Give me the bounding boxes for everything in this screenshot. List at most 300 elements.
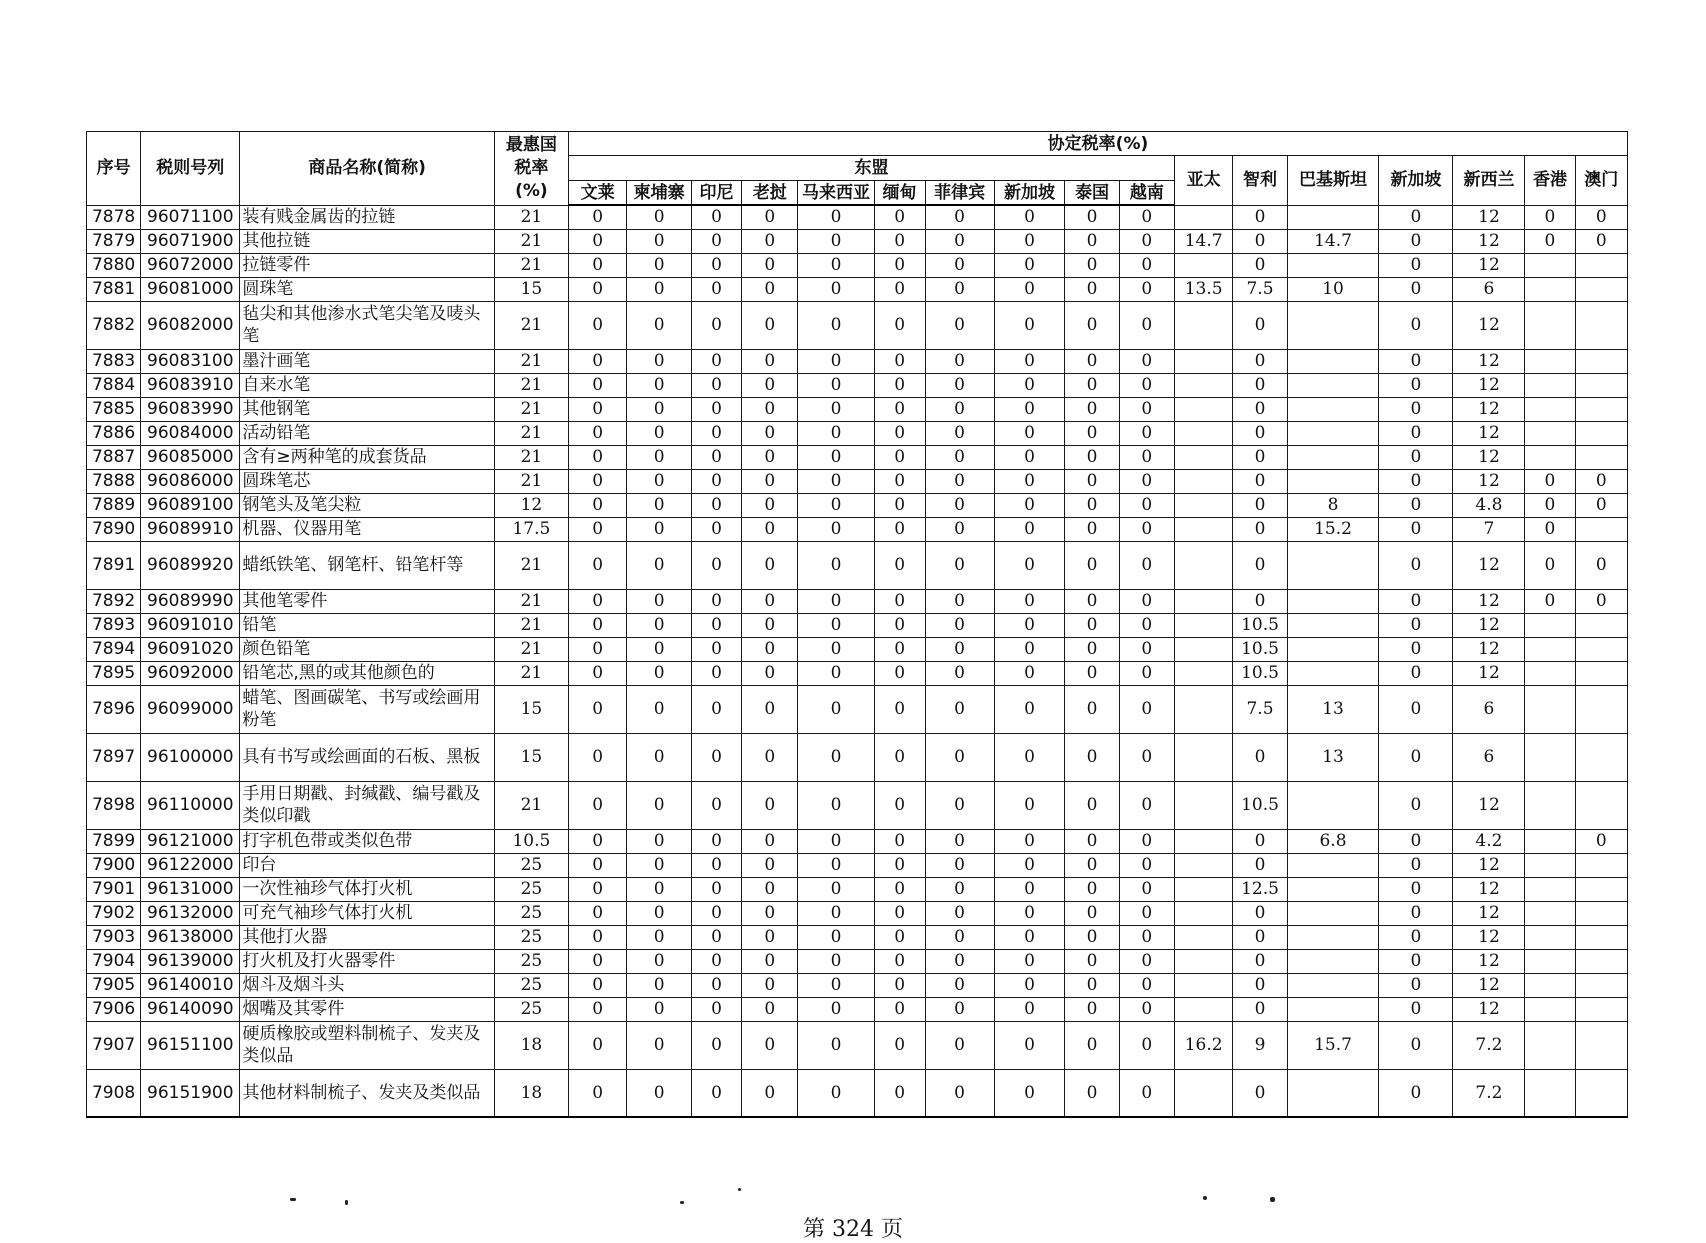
cell-myanmar-rate: 0 — [874, 589, 925, 613]
cell-chile-rate: 0 — [1233, 229, 1287, 253]
cell-chile-rate: 10.5 — [1233, 781, 1287, 829]
cell-macau-rate — [1575, 301, 1628, 349]
cell-singapore-fta-rate: 0 — [1379, 421, 1453, 445]
cell-philippines-rate: 0 — [925, 613, 994, 637]
cell-singapore-fta-rate: 0 — [1379, 349, 1453, 373]
cell-myanmar-rate: 0 — [874, 493, 925, 517]
cell-indonesia-rate: 0 — [692, 373, 742, 397]
cell-product-name: 打字机色带或类似色带 — [240, 829, 495, 853]
cell-cambodia-rate: 0 — [627, 205, 692, 229]
cell-vietnam-rate: 0 — [1119, 877, 1174, 901]
scan-speck — [1270, 1197, 1275, 1202]
cell-indonesia-rate: 0 — [692, 349, 742, 373]
cell-seq: 7890 — [87, 517, 141, 541]
cell-thailand-rate: 0 — [1065, 853, 1119, 877]
cell-macau-rate: 0 — [1575, 829, 1628, 853]
cell-tariff-code: 96089920 — [141, 541, 240, 589]
cell-tariff-code: 96121000 — [141, 829, 240, 853]
cell-pakistan-rate — [1287, 301, 1379, 349]
cell-hong-kong-rate — [1525, 349, 1575, 373]
cell-singapore-rate: 0 — [994, 997, 1065, 1021]
cell-tariff-code: 96099000 — [141, 685, 240, 733]
table-row — [87, 589, 1628, 613]
cell-hong-kong-rate: 0 — [1525, 469, 1575, 493]
cell-brunei-rate: 0 — [568, 661, 626, 685]
cell-pakistan-rate: 8 — [1287, 493, 1379, 517]
cell-brunei-rate: 0 — [568, 829, 626, 853]
cell-thailand-rate: 0 — [1065, 613, 1119, 637]
cell-malaysia-rate: 0 — [798, 901, 874, 925]
cell-brunei-rate: 0 — [568, 277, 626, 301]
cell-chile-rate: 0 — [1233, 829, 1287, 853]
cell-new-zealand-rate: 6 — [1453, 685, 1525, 733]
scan-speck — [1203, 1196, 1207, 1200]
cell-malaysia-rate: 0 — [798, 421, 874, 445]
cell-new-zealand-rate: 12 — [1453, 877, 1525, 901]
cell-thailand-rate: 0 — [1065, 301, 1119, 349]
cell-vietnam-rate: 0 — [1119, 493, 1174, 517]
cell-cambodia-rate: 0 — [627, 925, 692, 949]
cell-indonesia-rate: 0 — [692, 541, 742, 589]
cell-macau-rate — [1575, 949, 1628, 973]
cell-hong-kong-rate — [1525, 733, 1575, 781]
header-singapore-fta: 新加坡 — [1379, 156, 1453, 206]
cell-chile-rate: 12.5 — [1233, 877, 1287, 901]
cell-singapore-fta-rate: 0 — [1379, 205, 1453, 229]
cell-malaysia-rate: 0 — [798, 349, 874, 373]
cell-hong-kong-rate — [1525, 301, 1575, 349]
cell-asia-pacific-rate — [1174, 925, 1232, 949]
table-row — [87, 301, 1628, 349]
cell-product-name: 墨汁画笔 — [240, 349, 495, 373]
cell-malaysia-rate: 0 — [798, 229, 874, 253]
cell-thailand-rate: 0 — [1065, 205, 1119, 229]
cell-asia-pacific-rate — [1174, 373, 1232, 397]
cell-singapore-fta-rate: 0 — [1379, 637, 1453, 661]
header-indonesia: 印尼 — [692, 181, 742, 206]
cell-singapore-rate: 0 — [994, 373, 1065, 397]
cell-macau-rate: 0 — [1575, 541, 1628, 589]
cell-asia-pacific-rate — [1174, 853, 1232, 877]
cell-macau-rate — [1575, 661, 1628, 685]
cell-new-zealand-rate: 12 — [1453, 541, 1525, 589]
cell-myanmar-rate: 0 — [874, 997, 925, 1021]
cell-vietnam-rate: 0 — [1119, 1021, 1174, 1069]
cell-philippines-rate: 0 — [925, 661, 994, 685]
table-row — [87, 445, 1628, 469]
cell-vietnam-rate: 0 — [1119, 517, 1174, 541]
cell-asia-pacific-rate — [1174, 421, 1232, 445]
cell-malaysia-rate: 0 — [798, 997, 874, 1021]
cell-cambodia-rate: 0 — [627, 637, 692, 661]
cell-asia-pacific-rate — [1174, 829, 1232, 853]
table-row — [87, 949, 1628, 973]
cell-thailand-rate: 0 — [1065, 445, 1119, 469]
cell-thailand-rate: 0 — [1065, 493, 1119, 517]
cell-philippines-rate: 0 — [925, 421, 994, 445]
cell-pakistan-rate: 14.7 — [1287, 229, 1379, 253]
cell-seq: 7901 — [87, 877, 141, 901]
cell-vietnam-rate: 0 — [1119, 373, 1174, 397]
cell-mfn-rate: 17.5 — [494, 517, 568, 541]
cell-hong-kong-rate: 0 — [1525, 205, 1575, 229]
cell-brunei-rate: 0 — [568, 949, 626, 973]
cell-new-zealand-rate: 4.8 — [1453, 493, 1525, 517]
cell-thailand-rate: 0 — [1065, 685, 1119, 733]
cell-malaysia-rate: 0 — [798, 853, 874, 877]
cell-pakistan-rate: 15.7 — [1287, 1021, 1379, 1069]
cell-mfn-rate: 21 — [494, 205, 568, 229]
cell-myanmar-rate: 0 — [874, 829, 925, 853]
table-row — [87, 205, 1628, 229]
cell-singapore-fta-rate: 0 — [1379, 397, 1453, 421]
cell-myanmar-rate: 0 — [874, 373, 925, 397]
cell-thailand-rate: 0 — [1065, 229, 1119, 253]
cell-pakistan-rate: 13 — [1287, 685, 1379, 733]
cell-cambodia-rate: 0 — [627, 781, 692, 829]
cell-laos-rate: 0 — [742, 925, 798, 949]
cell-new-zealand-rate: 12 — [1453, 589, 1525, 613]
cell-new-zealand-rate: 12 — [1453, 973, 1525, 997]
cell-vietnam-rate: 0 — [1119, 205, 1174, 229]
cell-product-name: 其他钢笔 — [240, 397, 495, 421]
cell-tariff-code: 96086000 — [141, 469, 240, 493]
cell-cambodia-rate: 0 — [627, 1021, 692, 1069]
cell-philippines-rate: 0 — [925, 445, 994, 469]
cell-malaysia-rate: 0 — [798, 925, 874, 949]
cell-hong-kong-rate — [1525, 685, 1575, 733]
cell-vietnam-rate: 0 — [1119, 661, 1174, 685]
cell-cambodia-rate: 0 — [627, 661, 692, 685]
cell-chile-rate: 0 — [1233, 733, 1287, 781]
table-row — [87, 349, 1628, 373]
cell-thailand-rate: 0 — [1065, 949, 1119, 973]
header-new-zealand: 新西兰 — [1453, 156, 1525, 206]
cell-malaysia-rate: 0 — [798, 445, 874, 469]
cell-malaysia-rate: 0 — [798, 301, 874, 349]
cell-myanmar-rate: 0 — [874, 973, 925, 997]
cell-seq: 7898 — [87, 781, 141, 829]
table-row — [87, 901, 1628, 925]
cell-indonesia-rate: 0 — [692, 253, 742, 277]
cell-vietnam-rate: 0 — [1119, 469, 1174, 493]
cell-singapore-fta-rate: 0 — [1379, 1069, 1453, 1117]
cell-new-zealand-rate: 7.2 — [1453, 1021, 1525, 1069]
table-row — [87, 733, 1628, 781]
cell-product-name: 机器、仪器用笔 — [240, 517, 495, 541]
cell-philippines-rate: 0 — [925, 373, 994, 397]
cell-macau-rate: 0 — [1575, 469, 1628, 493]
cell-singapore-rate: 0 — [994, 781, 1065, 829]
cell-chile-rate: 0 — [1233, 445, 1287, 469]
cell-myanmar-rate: 0 — [874, 517, 925, 541]
cell-chile-rate: 0 — [1233, 925, 1287, 949]
cell-pakistan-rate — [1287, 661, 1379, 685]
cell-seq: 7908 — [87, 1069, 141, 1117]
cell-mfn-rate: 21 — [494, 445, 568, 469]
cell-malaysia-rate: 0 — [798, 469, 874, 493]
cell-philippines-rate: 0 — [925, 589, 994, 613]
cell-laos-rate: 0 — [742, 877, 798, 901]
cell-brunei-rate: 0 — [568, 301, 626, 349]
cell-indonesia-rate: 0 — [692, 949, 742, 973]
cell-singapore-rate: 0 — [994, 949, 1065, 973]
cell-singapore-fta-rate: 0 — [1379, 541, 1453, 589]
cell-pakistan-rate — [1287, 613, 1379, 637]
cell-singapore-fta-rate: 0 — [1379, 445, 1453, 469]
cell-myanmar-rate: 0 — [874, 205, 925, 229]
cell-chile-rate: 7.5 — [1233, 277, 1287, 301]
cell-hong-kong-rate: 0 — [1525, 541, 1575, 589]
cell-singapore-rate: 0 — [994, 301, 1065, 349]
header-pakistan: 巴基斯坦 — [1287, 156, 1379, 206]
cell-chile-rate: 0 — [1233, 853, 1287, 877]
cell-seq: 7894 — [87, 637, 141, 661]
cell-thailand-rate: 0 — [1065, 589, 1119, 613]
cell-malaysia-rate: 0 — [798, 661, 874, 685]
cell-hong-kong-rate — [1525, 973, 1575, 997]
cell-product-name: 可充气袖珍气体打火机 — [240, 901, 495, 925]
cell-indonesia-rate: 0 — [692, 853, 742, 877]
cell-laos-rate: 0 — [742, 949, 798, 973]
cell-cambodia-rate: 0 — [627, 733, 692, 781]
cell-vietnam-rate: 0 — [1119, 397, 1174, 421]
cell-asia-pacific-rate — [1174, 253, 1232, 277]
cell-cambodia-rate: 0 — [627, 1069, 692, 1117]
cell-singapore-rate: 0 — [994, 1021, 1065, 1069]
cell-cambodia-rate: 0 — [627, 229, 692, 253]
cell-chile-rate: 0 — [1233, 517, 1287, 541]
cell-new-zealand-rate: 12 — [1453, 901, 1525, 925]
cell-macau-rate: 0 — [1575, 205, 1628, 229]
cell-brunei-rate: 0 — [568, 469, 626, 493]
cell-seq: 7907 — [87, 1021, 141, 1069]
cell-hong-kong-rate — [1525, 829, 1575, 853]
cell-philippines-rate: 0 — [925, 901, 994, 925]
cell-myanmar-rate: 0 — [874, 469, 925, 493]
cell-singapore-rate: 0 — [994, 517, 1065, 541]
cell-malaysia-rate: 0 — [798, 205, 874, 229]
cell-brunei-rate: 0 — [568, 733, 626, 781]
cell-singapore-fta-rate: 0 — [1379, 877, 1453, 901]
cell-seq: 7895 — [87, 661, 141, 685]
cell-myanmar-rate: 0 — [874, 277, 925, 301]
cell-mfn-rate: 21 — [494, 613, 568, 637]
cell-philippines-rate: 0 — [925, 493, 994, 517]
cell-indonesia-rate: 0 — [692, 901, 742, 925]
cell-thailand-rate: 0 — [1065, 253, 1119, 277]
cell-chile-rate: 0 — [1233, 469, 1287, 493]
cell-seq: 7889 — [87, 493, 141, 517]
cell-pakistan-rate — [1287, 469, 1379, 493]
cell-tariff-code: 96071900 — [141, 229, 240, 253]
cell-hong-kong-rate: 0 — [1525, 493, 1575, 517]
cell-malaysia-rate: 0 — [798, 973, 874, 997]
cell-myanmar-rate: 0 — [874, 613, 925, 637]
cell-singapore-fta-rate: 0 — [1379, 493, 1453, 517]
cell-mfn-rate: 10.5 — [494, 829, 568, 853]
cell-indonesia-rate: 0 — [692, 277, 742, 301]
cell-asia-pacific-rate — [1174, 901, 1232, 925]
table-row — [87, 997, 1628, 1021]
cell-pakistan-rate: 6.8 — [1287, 829, 1379, 853]
cell-hong-kong-rate — [1525, 949, 1575, 973]
cell-philippines-rate: 0 — [925, 349, 994, 373]
table-row — [87, 661, 1628, 685]
cell-indonesia-rate: 0 — [692, 997, 742, 1021]
cell-cambodia-rate: 0 — [627, 901, 692, 925]
cell-tariff-code: 96138000 — [141, 925, 240, 949]
cell-vietnam-rate: 0 — [1119, 589, 1174, 613]
cell-singapore-rate: 0 — [994, 421, 1065, 445]
cell-myanmar-rate: 0 — [874, 229, 925, 253]
cell-tariff-code: 96071100 — [141, 205, 240, 229]
cell-tariff-code: 96151900 — [141, 1069, 240, 1117]
cell-thailand-rate: 0 — [1065, 541, 1119, 589]
cell-malaysia-rate: 0 — [798, 685, 874, 733]
cell-pakistan-rate — [1287, 853, 1379, 877]
cell-laos-rate: 0 — [742, 349, 798, 373]
cell-new-zealand-rate: 12 — [1453, 229, 1525, 253]
cell-new-zealand-rate: 12 — [1453, 469, 1525, 493]
cell-laos-rate: 0 — [742, 853, 798, 877]
cell-pakistan-rate — [1287, 589, 1379, 613]
header-hong-kong: 香港 — [1525, 156, 1575, 206]
cell-laos-rate: 0 — [742, 997, 798, 1021]
header-code: 税则号列 — [141, 132, 240, 206]
cell-macau-rate — [1575, 397, 1628, 421]
cell-singapore-rate: 0 — [994, 853, 1065, 877]
cell-pakistan-rate — [1287, 373, 1379, 397]
cell-laos-rate: 0 — [742, 469, 798, 493]
cell-vietnam-rate: 0 — [1119, 1069, 1174, 1117]
cell-mfn-rate: 12 — [494, 493, 568, 517]
cell-mfn-rate: 15 — [494, 733, 568, 781]
cell-product-name: 装有贱金属齿的拉链 — [240, 205, 495, 229]
table-row — [87, 685, 1628, 733]
cell-laos-rate: 0 — [742, 421, 798, 445]
cell-mfn-rate: 21 — [494, 541, 568, 589]
cell-malaysia-rate: 0 — [798, 397, 874, 421]
cell-tariff-code: 96092000 — [141, 661, 240, 685]
cell-philippines-rate: 0 — [925, 253, 994, 277]
cell-singapore-fta-rate: 0 — [1379, 373, 1453, 397]
cell-macau-rate — [1575, 877, 1628, 901]
cell-asia-pacific-rate — [1174, 349, 1232, 373]
cell-philippines-rate: 0 — [925, 949, 994, 973]
cell-mfn-rate: 25 — [494, 877, 568, 901]
cell-product-name: 含有≥两种笔的成套货品 — [240, 445, 495, 469]
cell-malaysia-rate: 0 — [798, 541, 874, 589]
cell-product-name: 其他笔零件 — [240, 589, 495, 613]
cell-singapore-fta-rate: 0 — [1379, 781, 1453, 829]
cell-chile-rate: 0 — [1233, 901, 1287, 925]
cell-tariff-code: 96139000 — [141, 949, 240, 973]
cell-hong-kong-rate — [1525, 877, 1575, 901]
cell-hong-kong-rate: 0 — [1525, 589, 1575, 613]
cell-macau-rate — [1575, 613, 1628, 637]
cell-product-name: 圆珠笔芯 — [240, 469, 495, 493]
cell-myanmar-rate: 0 — [874, 301, 925, 349]
cell-mfn-rate: 18 — [494, 1021, 568, 1069]
cell-hong-kong-rate — [1525, 373, 1575, 397]
table-row — [87, 925, 1628, 949]
cell-laos-rate: 0 — [742, 637, 798, 661]
cell-malaysia-rate: 0 — [798, 949, 874, 973]
cell-asia-pacific-rate: 16.2 — [1174, 1021, 1232, 1069]
cell-laos-rate: 0 — [742, 661, 798, 685]
cell-asia-pacific-rate — [1174, 445, 1232, 469]
cell-myanmar-rate: 0 — [874, 949, 925, 973]
cell-macau-rate — [1575, 973, 1628, 997]
header-myanmar: 缅甸 — [874, 181, 925, 206]
cell-singapore-rate: 0 — [994, 637, 1065, 661]
cell-philippines-rate: 0 — [925, 997, 994, 1021]
cell-product-name: 一次性袖珍气体打火机 — [240, 877, 495, 901]
cell-asia-pacific-rate — [1174, 493, 1232, 517]
cell-pakistan-rate — [1287, 349, 1379, 373]
cell-macau-rate — [1575, 853, 1628, 877]
cell-mfn-rate: 25 — [494, 925, 568, 949]
cell-thailand-rate: 0 — [1065, 781, 1119, 829]
cell-tariff-code: 96091010 — [141, 613, 240, 637]
cell-tariff-code: 96072000 — [141, 253, 240, 277]
cell-singapore-fta-rate: 0 — [1379, 613, 1453, 637]
cell-product-name: 铅笔 — [240, 613, 495, 637]
scan-speck — [738, 1188, 741, 1191]
cell-tariff-code: 96083100 — [141, 349, 240, 373]
cell-mfn-rate: 21 — [494, 301, 568, 349]
cell-philippines-rate: 0 — [925, 277, 994, 301]
cell-seq: 7903 — [87, 925, 141, 949]
table-row — [87, 397, 1628, 421]
header-laos: 老挝 — [742, 181, 798, 206]
cell-product-name: 具有书写或绘画面的石板、黑板 — [240, 733, 495, 781]
cell-new-zealand-rate: 6 — [1453, 733, 1525, 781]
cell-pakistan-rate — [1287, 901, 1379, 925]
cell-mfn-rate: 21 — [494, 589, 568, 613]
cell-asia-pacific-rate — [1174, 661, 1232, 685]
cell-indonesia-rate: 0 — [692, 613, 742, 637]
cell-indonesia-rate: 0 — [692, 421, 742, 445]
cell-singapore-fta-rate: 0 — [1379, 661, 1453, 685]
cell-brunei-rate: 0 — [568, 1069, 626, 1117]
cell-philippines-rate: 0 — [925, 517, 994, 541]
cell-indonesia-rate: 0 — [692, 637, 742, 661]
cell-singapore-fta-rate: 0 — [1379, 685, 1453, 733]
cell-vietnam-rate: 0 — [1119, 733, 1174, 781]
table-header — [87, 132, 1628, 206]
cell-laos-rate: 0 — [742, 901, 798, 925]
cell-mfn-rate: 21 — [494, 349, 568, 373]
cell-hong-kong-rate — [1525, 1021, 1575, 1069]
cell-asia-pacific-rate — [1174, 781, 1232, 829]
cell-cambodia-rate: 0 — [627, 493, 692, 517]
cell-pakistan-rate — [1287, 949, 1379, 973]
cell-seq: 7879 — [87, 229, 141, 253]
cell-malaysia-rate: 0 — [798, 733, 874, 781]
cell-singapore-fta-rate: 0 — [1379, 925, 1453, 949]
cell-pakistan-rate — [1287, 253, 1379, 277]
header-seq: 序号 — [87, 132, 141, 206]
cell-mfn-rate: 18 — [494, 1069, 568, 1117]
cell-macau-rate — [1575, 901, 1628, 925]
cell-new-zealand-rate: 12 — [1453, 445, 1525, 469]
cell-singapore-rate: 0 — [994, 613, 1065, 637]
cell-brunei-rate: 0 — [568, 349, 626, 373]
cell-tariff-code: 96083990 — [141, 397, 240, 421]
cell-tariff-code: 96091020 — [141, 637, 240, 661]
